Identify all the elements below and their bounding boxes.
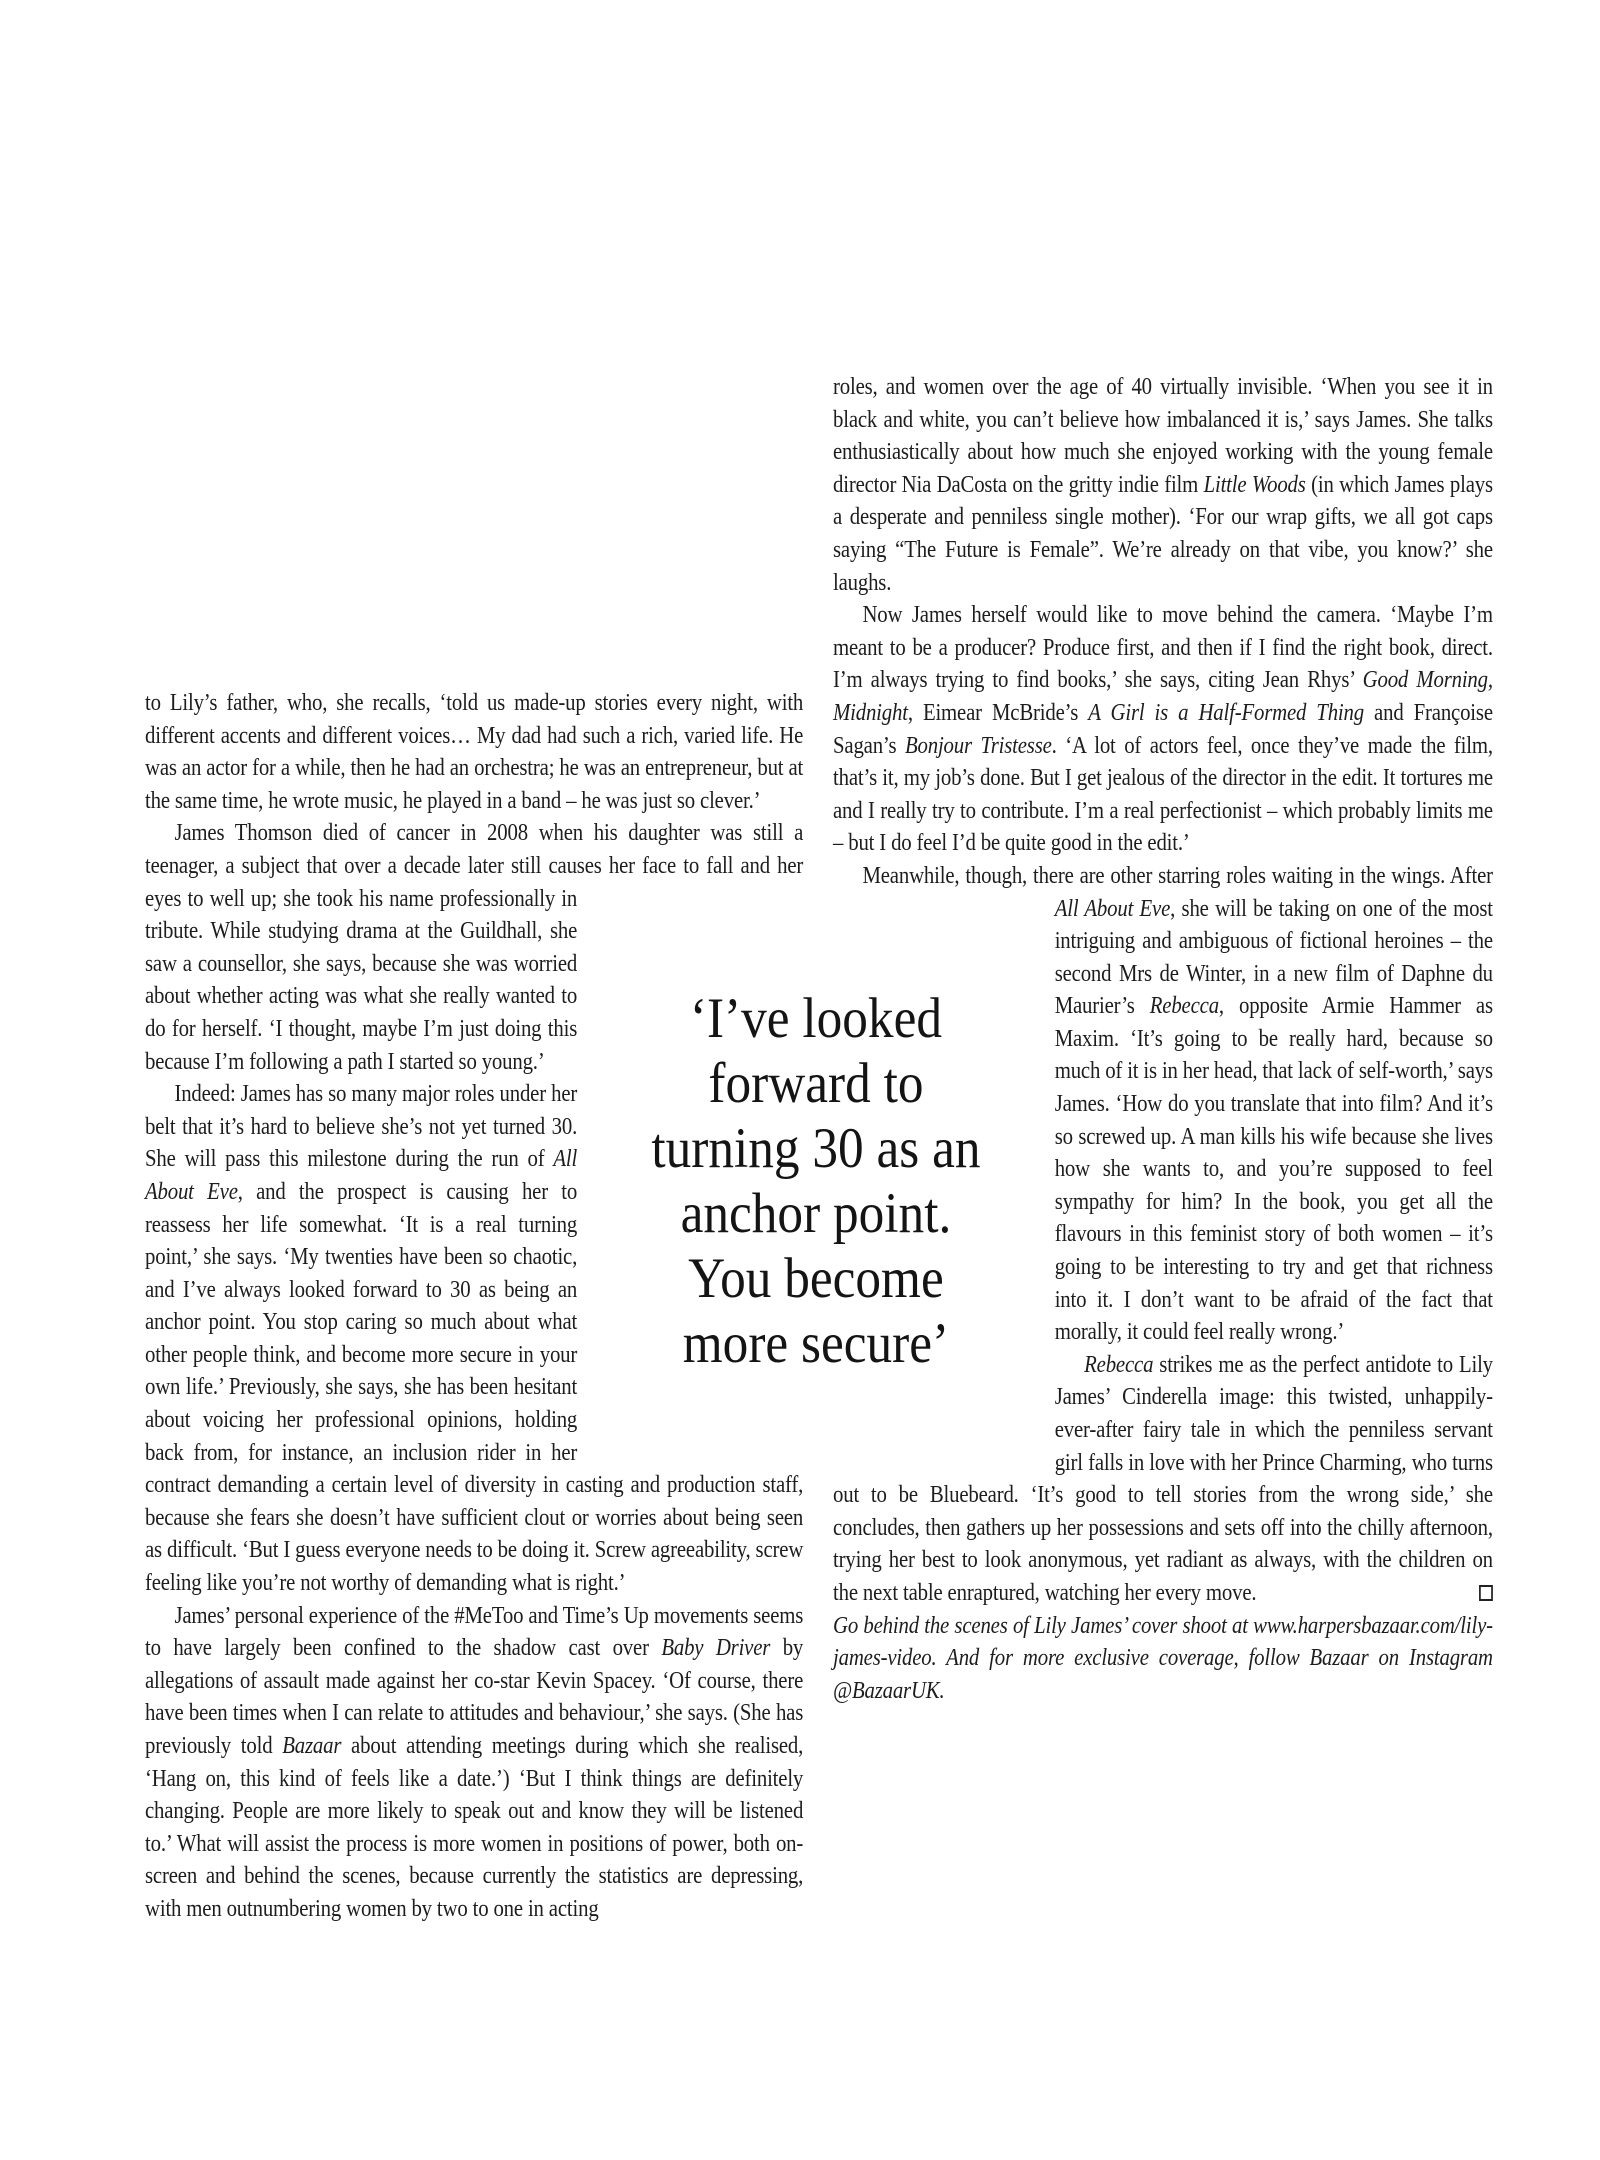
pull-quote-line: You become [688,1247,944,1310]
text-segment: Good Morning, Midnight [833,667,1493,726]
text-segment: Bonjour Tristesse [904,732,1052,759]
text-segment: All About Eve [1054,895,1171,922]
pull-quote-line: ‘I’ve looked [689,987,943,1050]
text-segment: and Françoise Sagan’s [833,699,1493,759]
pullquote-wrap-spacer [833,925,1055,1447]
text-segment: by allegations of assault made against her co-star Kevin Spacey. ‘Of course, there have been times when I can relate to attitudes and behaviour,’ she says. (She has previously told [145,1635,804,1759]
end-of-article-marker [1479,1585,1493,1601]
paragraph [145,687,803,817]
text-segment: Bazaar [282,1733,342,1759]
text-segment: Go behind the scenes of Lily James’ cover shoot at www.harpersbazaar.com/lily-james-video. And for more exclusive coverage, follow Bazaar on Instagram @BazaarUK. [833,1612,1493,1704]
text-segment: A Girl is a Half-Formed Thing [1088,699,1364,726]
text-segment: Now James herself would like to move behind the camera. ‘Maybe I’m meant to be a producer? Produce first, and then if I find the right book, direct. I’m always trying to find books,’ she says, citing Jean Rhys’ [833,602,1493,694]
text-segment: Rebecca [1149,993,1219,1020]
pull-quote-line: turning 30 as an [651,1117,981,1180]
text-segment: strikes me as the perfect antidote to Lily James’ Cinderella image: this twisted, unhappily-ever-after fairy tale in which the penniless servant girl falls in love with her Prince Charming, who turns out to be Bluebeard. ‘It’s good to tell stories from the wrong side,’ she concludes, then gathers up her possessions and sets off into the chilly afternoon, trying her best to look anonymous, yet radiant as always, with the children on the next table enraptured, watching her every move. [833,1351,1493,1606]
text-segment: Baby Driver [661,1635,771,1662]
paragraph [833,599,1493,860]
text-segment: Meanwhile, though, there are other starring roles waiting in the wings. After [862,862,1493,889]
text-segment: James’ personal experience of the #MeToo and Time’s Up movements seems to have largely been confined to the shadow cast over [145,1602,804,1662]
text-segment: James Thomson died of cancer in 2008 when his daughter was still a teenager, a subject that over a decade later still causes her face to fall and her eyes to well up; she took his name professionally in tribute. While studying drama at the Guildhall, she saw a counsellor, she says, because she was worried about whether acting was what she really wanted to do for herself. ‘I thought, maybe I’m just doing this because I’m following a path I started so young.’ [145,820,804,1075]
text-segment: roles, and women over the age of 40 virtually invisible. ‘When you see it in black and white, you can’t believe how imbalanced it is,’ says James. She talks enthusiastically about how much she enjoyed working with the young female director Nia DaCosta on the gritty indie film [833,374,1493,498]
text-segment: . ‘A lot of actors feel, once they’ve made the film, that’s it, my job’s done. But I get jealous of the director in the edit. It tortures me and I really try to contribute. I’m a real perfectionist – which probably limits me – but I do feel I’d be quite good in the edit.’ [833,732,1493,857]
paragraph [833,371,1493,599]
pull-quote-line: more secure’ [682,1312,950,1375]
text-segment: Indeed: James has so many major roles under her belt that it’s hard to believe she’s not yet turned 30. She will pass this milestone during the run of [145,1081,578,1173]
paragraph [145,1600,803,1926]
text-segment: , opposite Armie Hammer as Maxim. ‘It’s going to be really hard, because so much of it is in her head, that lack of self-worth,’ says James. ‘How do you translate that into film? And it’s so screwed up. A man kills his wife because she lives how she wants to, and you’re supposed to feel sympathy for him? In the book, you get all the flavours in this feminist story of both women – it’s going to be interesting to try and get that richness into it. I don’t want to be afraid of the fact that morally, it could feel really wrong.’ [1054,993,1493,1346]
text-segment: Rebecca [1084,1351,1154,1378]
text-segment: Little Woods [1203,471,1306,498]
text-segment: , and the prospect is causing her to reassess her life somewhat. ‘It is a real turning point,’ she says. ‘My twenties have been so chaotic, and I’ve always looked forward to 30 as being an anchor point. You stop caring so much about what other people think, and become more secure in your own life.’ Previously, she says, she has been hesitant about voicing her professional opinions, holding back from, for instance, an inclusion rider in her contract demanding a certain level of diversity in casting and production staff, because she fears she doesn’t have sufficient clout or worries about being seen as difficult. ‘But I guess everyone needs to be doing it. Screw agreeability, screw feeling like you’re not worthy of demanding what is right.’ [145,1178,804,1597]
article-column-right [833,371,1493,1707]
text-segment: All About Eve [145,1146,578,1205]
text-segment: about attending meetings during which she realised, ‘Hang on, this kind of feels like a date.’) ‘But I think things are definitely changing. People are more likely to speak out and know they will be listened to.’ What will assist the process is more women in positions of power, both on-screen and behind the scenes, because currently the statistics are depressing, with men outnumbering women by two to one in acting [145,1733,804,1922]
credit-note [833,1610,1493,1708]
text-segment: , Eimear McBride’s [907,699,1089,726]
pull-quote-line: anchor point. [680,1182,952,1245]
text-segment: (in which James plays a desperate and penniless single mother). ‘For our wrap gifts, we all got caps saying “The Future is Female”. We’re already on that vibe, you know?’ she laughs. [833,471,1493,596]
text-segment: to Lily’s father, who, she recalls, ‘told us made-up stories every night, with different accents and different voices… My dad had such a rich, varied life. He was an actor for a while, then he had an orchestra; he was an entrepreneur, but at the same time, he wrote music, he played in a band – he was just so clever.’ [145,690,804,814]
pull-quote-line: forward to [708,1052,924,1115]
text-segment: , she will be taking on one of the most intriguing and ambiguous of fictional heroines – the second Mrs de Winter, in a new film of Daphne du Maurier’s [1054,895,1493,1020]
